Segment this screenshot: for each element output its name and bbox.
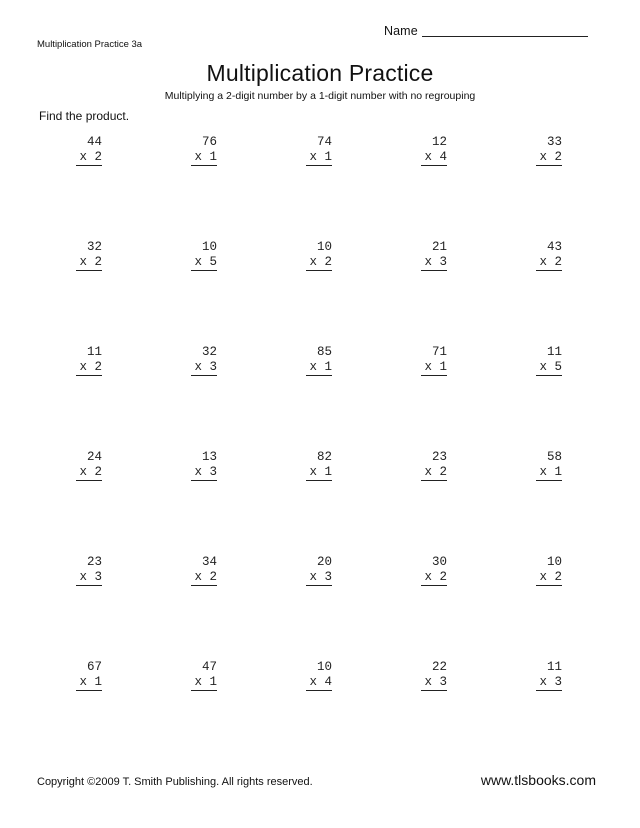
problem-multiplicand: 43 (546, 240, 562, 254)
problem-stack (421, 555, 447, 586)
problem-multiplier: x 3 (536, 675, 562, 691)
problem-multiplicand: 32 (86, 240, 102, 254)
problem-multiplicand: 76 (201, 135, 217, 149)
problem-item (46, 660, 161, 765)
problem-stack (76, 450, 102, 481)
problem-item (506, 450, 621, 555)
problem-stack (421, 240, 447, 271)
problem-multiplicand: 10 (316, 660, 332, 674)
problem-multiplier: x 2 (421, 465, 447, 481)
problem-multiplier: x 2 (421, 570, 447, 586)
problem-item (276, 135, 391, 240)
problem-multiplier: x 5 (536, 360, 562, 376)
problem-multiplier: x 4 (421, 150, 447, 166)
problem-item (276, 555, 391, 660)
problem-multiplier: x 4 (306, 675, 332, 691)
problem-stack (306, 660, 332, 691)
problem-item (161, 135, 276, 240)
problem-item (506, 555, 621, 660)
problem-multiplier: x 2 (76, 255, 102, 271)
problem-stack (191, 555, 217, 586)
problem-multiplier: x 3 (421, 675, 447, 691)
problem-item (161, 555, 276, 660)
problem-stack (191, 660, 217, 691)
problem-item (46, 240, 161, 345)
problem-multiplier: x 5 (191, 255, 217, 271)
problem-item (46, 345, 161, 450)
problem-stack (306, 555, 332, 586)
problem-stack (191, 345, 217, 376)
problem-multiplier: x 3 (76, 570, 102, 586)
problem-item (506, 240, 621, 345)
problem-multiplicand: 23 (431, 450, 447, 464)
problem-multiplicand: 67 (86, 660, 102, 674)
problem-multiplicand: 10 (201, 240, 217, 254)
problem-item (46, 450, 161, 555)
problem-multiplicand: 11 (86, 345, 102, 359)
problem-multiplicand: 58 (546, 450, 562, 464)
problem-multiplier: x 1 (306, 360, 332, 376)
problem-stack (191, 240, 217, 271)
problem-stack (421, 660, 447, 691)
problem-multiplicand: 33 (546, 135, 562, 149)
problem-stack (421, 450, 447, 481)
problem-multiplier: x 2 (536, 255, 562, 271)
problem-multiplicand: 23 (86, 555, 102, 569)
problem-stack (536, 450, 562, 481)
problem-multiplicand: 47 (201, 660, 217, 674)
problem-multiplicand: 34 (201, 555, 217, 569)
problem-multiplicand: 74 (316, 135, 332, 149)
sheet-label: Multiplication Practice 3a (37, 39, 143, 50)
website-link[interactable]: www.tlsbooks.com (480, 772, 596, 788)
problem-multiplicand: 20 (316, 555, 332, 569)
problem-multiplier: x 1 (536, 465, 562, 481)
problem-item (391, 345, 506, 450)
problem-multiplier: x 2 (536, 570, 562, 586)
problem-item (276, 345, 391, 450)
problem-item (161, 240, 276, 345)
problem-stack (306, 450, 332, 481)
problem-item (276, 240, 391, 345)
problem-item (391, 555, 506, 660)
problem-stack (76, 660, 102, 691)
problem-stack (421, 135, 447, 166)
problem-grid (46, 135, 621, 755)
problem-item (391, 135, 506, 240)
problem-multiplier: x 1 (306, 150, 332, 166)
problem-stack (76, 240, 102, 271)
problem-item (391, 450, 506, 555)
problem-multiplier: x 1 (76, 675, 102, 691)
problem-multiplier: x 3 (191, 465, 217, 481)
problem-multiplier: x 2 (76, 150, 102, 166)
problem-stack (536, 135, 562, 166)
problem-multiplicand: 44 (86, 135, 102, 149)
problem-multiplicand: 21 (431, 240, 447, 254)
problem-multiplier: x 1 (421, 360, 447, 376)
problem-stack (76, 135, 102, 166)
problem-item (161, 345, 276, 450)
problem-multiplier: x 3 (306, 570, 332, 586)
problem-item (161, 450, 276, 555)
copyright-text: Copyright ©2009 T. Smith Publishing. All rights reserved. (37, 776, 313, 788)
problem-multiplier: x 2 (76, 360, 102, 376)
problem-multiplicand: 30 (431, 555, 447, 569)
problem-multiplicand: 11 (546, 345, 562, 359)
problem-item (506, 660, 621, 765)
problem-multiplier: x 2 (536, 150, 562, 166)
problem-item (276, 660, 391, 765)
problem-stack (191, 135, 217, 166)
problem-item (46, 555, 161, 660)
problem-item (276, 450, 391, 555)
problem-stack (536, 345, 562, 376)
problem-multiplier: x 2 (191, 570, 217, 586)
problem-item (391, 240, 506, 345)
problem-stack (536, 240, 562, 271)
problem-multiplicand: 10 (546, 555, 562, 569)
problem-multiplicand: 32 (201, 345, 217, 359)
problem-multiplier: x 1 (306, 465, 332, 481)
name-blank-line[interactable] (422, 36, 588, 37)
problem-stack (421, 345, 447, 376)
problem-item (506, 345, 621, 450)
problem-multiplier: x 2 (306, 255, 332, 271)
name-label: Name (384, 24, 418, 38)
problem-multiplier: x 2 (76, 465, 102, 481)
problem-item (391, 660, 506, 765)
problem-multiplicand: 85 (316, 345, 332, 359)
problem-multiplicand: 10 (316, 240, 332, 254)
problem-stack (536, 660, 562, 691)
problem-multiplier: x 1 (191, 675, 217, 691)
problem-multiplier: x 3 (191, 360, 217, 376)
problem-item (161, 660, 276, 765)
problem-multiplicand: 11 (546, 660, 562, 674)
instruction-text: Find the product. (39, 109, 130, 123)
page-subtitle: Multiplying a 2-digit number by a 1-digit number with no regrouping (164, 90, 476, 102)
problem-stack (76, 555, 102, 586)
problem-stack (306, 240, 332, 271)
problem-stack (191, 450, 217, 481)
name-field[interactable] (384, 24, 588, 38)
problem-multiplicand: 12 (431, 135, 447, 149)
problem-stack (76, 345, 102, 376)
problem-multiplicand: 82 (316, 450, 332, 464)
problem-multiplicand: 22 (431, 660, 447, 674)
problem-multiplicand: 24 (86, 450, 102, 464)
problem-stack (536, 555, 562, 586)
problem-multiplier: x 1 (191, 150, 217, 166)
problem-stack (306, 135, 332, 166)
problem-multiplicand: 71 (431, 345, 447, 359)
problem-item (46, 135, 161, 240)
problem-item (506, 135, 621, 240)
page-title: Multiplication Practice (206, 60, 434, 86)
problem-multiplier: x 3 (421, 255, 447, 271)
problem-stack (306, 345, 332, 376)
problem-multiplicand: 13 (201, 450, 217, 464)
